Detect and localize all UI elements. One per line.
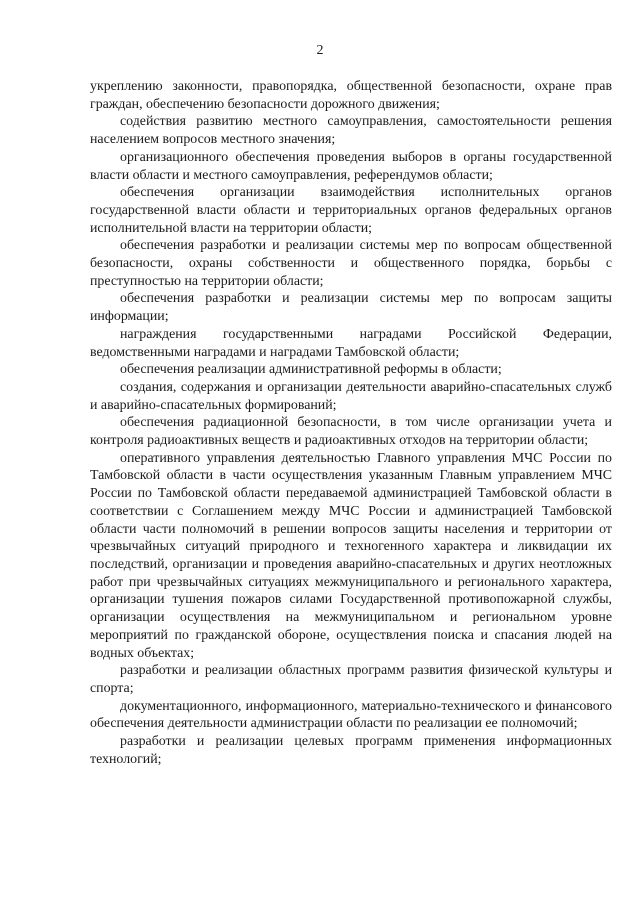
paragraph-9: создания, содержания и организации деятельности аварийно-спасательных служб и аварийно-спасательных формирований; — [90, 379, 612, 413]
paragraph-1: укреплению законности, правопорядка, общественной безопасности, охране прав граждан, обеспечению безопасности дорожного движения; — [90, 79, 612, 112]
paragraph-11: оперативного управления деятельностью Главного управления МЧС России по Тамбовской области в части осуществления указанным Главным управлением МЧС России по Тамбовской области передаваемой администрацией Тамбовской области в соответствии с Соглашением между МЧС России и администрацией Тамбовской области части полномочий в решении вопросов защиты населения и территории от чрезвычайных ситуаций природного и техногенного характера и ликвидации их последствий, организации и проведения аварийно-спасательных и других неотложных работ при чрезвычайных ситуациях межмуниципального и регионального характера, организации тушения пожаров силами Государственной противопожарной службы, организации осуществления на межмуниципальном и региональном уровне мероприятий по гражданской обороне, осуществления поиска и спасания людей на водных объектах; — [90, 450, 612, 661]
paragraph-14: разработки и реализации целевых программ применения информационных технологий; — [90, 734, 612, 767]
paragraph-13: документационного, информационного, материально-технического и финансового обеспечения деятельности администрации области по реализации ее полномочий; — [90, 698, 612, 732]
paragraph-12: разработки и реализации областных программ развития физической культуры и спорта; — [90, 663, 612, 696]
paragraph-4: обеспечения организации взаимодействия исполнительных органов государственной власти области и территориальных органов федеральных органов исполнительной власти на территории области; — [90, 185, 612, 236]
page-number: 2 — [316, 43, 324, 58]
paragraph-8: обеспечения реализации административной реформы в области; — [120, 362, 502, 378]
paragraph-2: содействия развитию местного самоуправления, самостоятельности решения населением вопросов местного значения; — [90, 114, 612, 148]
paragraph-6: обеспечения разработки и реализации системы мер по вопросам защиты информации; — [90, 291, 612, 325]
document-body — [90, 78, 612, 768]
paragraph-7: награждения государственными наградами Российской Федерации, ведомственными наградами и наградами Тамбовской области; — [90, 326, 612, 360]
paragraph-10: обеспечения радиационной безопасности, в том числе организации учета и контроля радиоактивных веществ и радиоактивных отходов на территории области; — [90, 415, 612, 449]
paragraph-5: обеспечения разработки и реализации системы мер по вопросам общественной безопасности, охраны собственности и общественного порядка, борьбы с преступностью на территории области; — [90, 238, 612, 289]
paragraph-3: организационного обеспечения проведения выборов в органы государственной власти области и местного самоуправления, референдумов области; — [90, 149, 612, 183]
